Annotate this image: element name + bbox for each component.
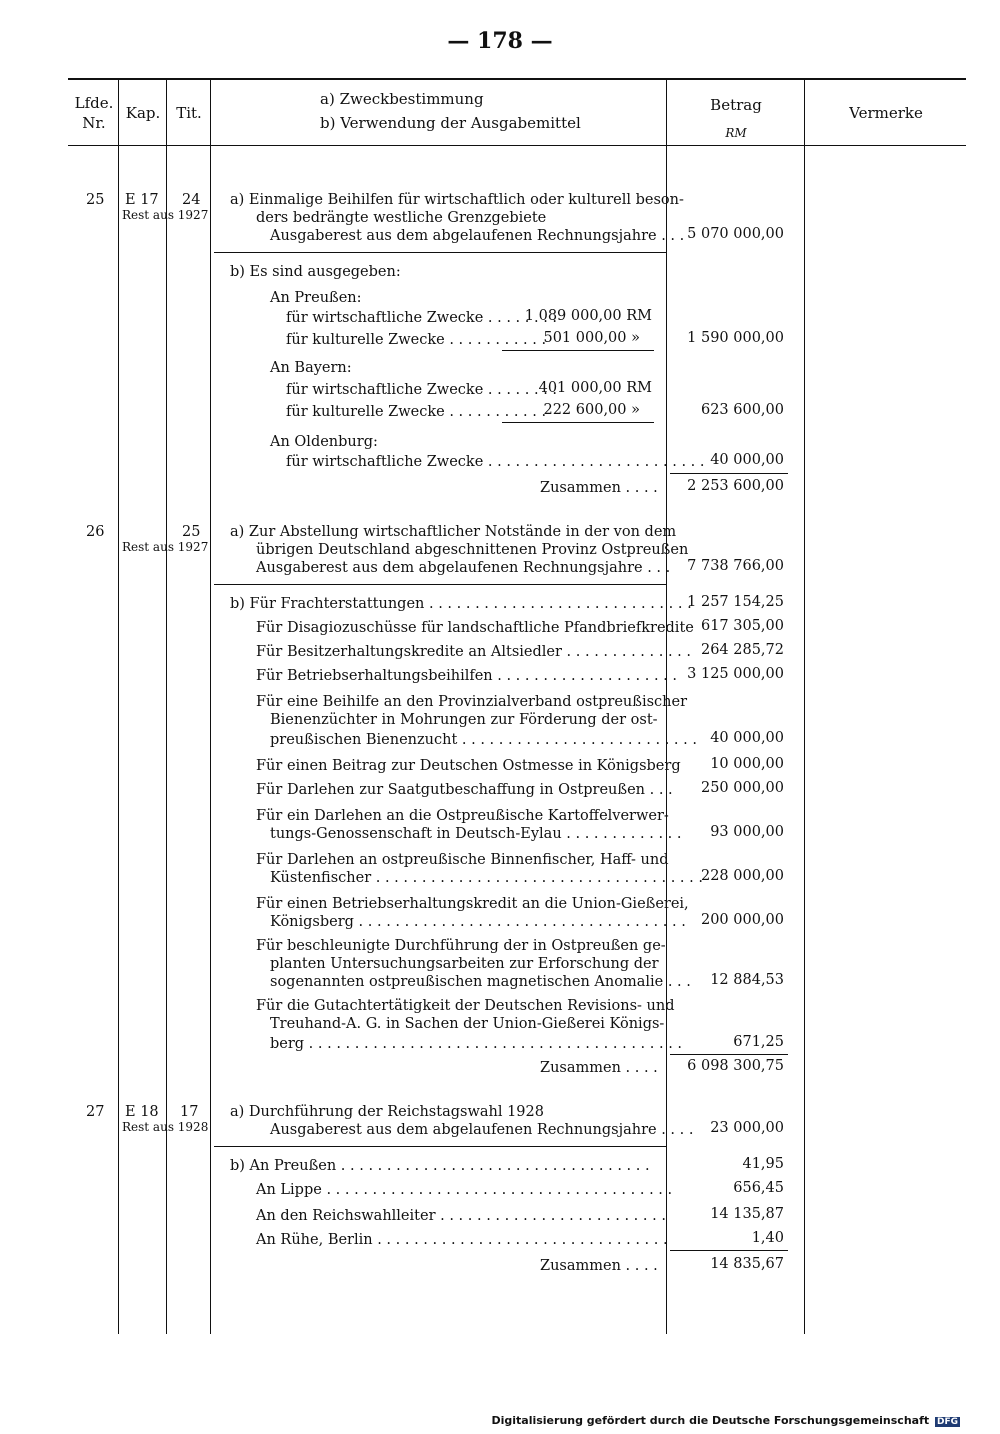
sum-label: Zusammen . . . . bbox=[540, 1258, 658, 1274]
entry-tit: 25 bbox=[182, 524, 201, 540]
page-number: — 178 — bbox=[447, 28, 553, 54]
purpose-a-line: übrigen Deutschland abgeschnittenen Provinz Ostpreußen bbox=[256, 542, 689, 558]
column-divider bbox=[804, 79, 805, 1334]
entry-kap: E 17 bbox=[125, 192, 159, 208]
b-heading: b) Es sind ausgegeben: bbox=[230, 264, 401, 280]
footer-text: Digitalisierung gefördert durch die Deutsche Forschungsgemeinschaft bbox=[491, 1414, 930, 1427]
amount: 1 257 154,25 bbox=[687, 594, 784, 610]
item-line: b) An Preußen . . . . . . . . . . . . . . . . . . . . . . . . . . . . . . . . . . bbox=[230, 1158, 650, 1174]
entry-rest: Rest aus 1927 bbox=[122, 208, 209, 222]
item-line: Für die Gutachtertätigkeit der Deutschen Revisions- und bbox=[256, 998, 675, 1014]
group-line: für kulturelle Zwecke . . . . . . . . . . . bbox=[286, 332, 547, 348]
sum-label: Zusammen . . . . bbox=[540, 480, 658, 496]
amount: 264 285,72 bbox=[700, 642, 784, 658]
sub-rule bbox=[502, 350, 654, 351]
group-name: An Oldenburg: bbox=[270, 434, 378, 450]
amount: 1 590 000,00 bbox=[687, 330, 784, 346]
sum-label: Zusammen . . . . bbox=[540, 1060, 658, 1076]
header-kap: Kap. bbox=[125, 104, 161, 122]
amount: 93 000,00 bbox=[710, 824, 784, 840]
item-line: Für Darlehen zur Saatgutbeschaffung in Ostpreußen . . . bbox=[256, 782, 673, 798]
table-header-rule bbox=[68, 145, 966, 146]
purpose-a-line: ders bedrängte westliche Grenzgebiete bbox=[256, 210, 547, 226]
entry-nr: 25 bbox=[86, 192, 105, 208]
purpose-a-line: Ausgaberest aus dem abgelaufenen Rechnungsjahre . . . bbox=[256, 560, 671, 576]
column-divider bbox=[166, 79, 167, 1334]
sub-rule bbox=[502, 422, 654, 423]
item-line: preußischen Bienenzucht . . . . . . . . . . . . . . . . . . . . . . . . . . bbox=[270, 732, 697, 748]
amount: 41,95 bbox=[742, 1156, 784, 1172]
amount: 1,40 bbox=[751, 1230, 784, 1246]
sub-amount: 222 600,00 » bbox=[543, 402, 640, 418]
amount: 23 000,00 bbox=[710, 1120, 784, 1136]
entry-kap: E 18 bbox=[125, 1104, 159, 1120]
header-vermerke: Vermerke bbox=[849, 104, 923, 122]
header-betrag: Betrag bbox=[710, 96, 762, 114]
entry-tit: 24 bbox=[182, 192, 201, 208]
dfg-logo: DFG bbox=[936, 1417, 958, 1427]
item-line: Für beschleunigte Durchführung der in Ostpreußen ge- bbox=[256, 938, 666, 954]
column-divider bbox=[210, 79, 211, 1334]
item-line: tungs-Genossenschaft in Deutsch-Eylau . . . . . . . . . . . . . bbox=[270, 826, 682, 842]
separator-rule bbox=[214, 584, 666, 585]
header-nr: Nr. bbox=[82, 114, 106, 132]
amount: 250 000,00 bbox=[700, 780, 784, 796]
item-line: Treuhand-A. G. in Sachen der Union-Gießerei Königs- bbox=[270, 1016, 665, 1032]
amount: 200 000,00 bbox=[700, 912, 784, 928]
entry-nr: 26 bbox=[86, 524, 105, 540]
purpose-a-line: Ausgaberest aus dem abgelaufenen Rechnungsjahre . . . . bbox=[270, 1122, 694, 1138]
table-top-rule bbox=[68, 78, 966, 80]
item-line: Für einen Betriebserhaltungskredit an die Union-Gießerei, bbox=[256, 896, 689, 912]
item-line: Für ein Darlehen an die Ostpreußische Kartoffelverwer- bbox=[256, 808, 669, 824]
amount: 40 000,00 bbox=[710, 730, 784, 746]
sub-amount: 1 089 000,00 RM bbox=[524, 308, 652, 324]
sum-amount: 6 098 300,75 bbox=[687, 1058, 784, 1074]
item-line: Für Darlehen an ostpreußische Binnenfischer, Haff- und bbox=[256, 852, 669, 868]
group-line: für wirtschaftliche Zwecke . . . . . . . . bbox=[286, 382, 558, 398]
item-line: Für Besitzerhaltungskredite an Altsiedler . . . . . . . . . . . . . . bbox=[256, 644, 691, 660]
separator-rule bbox=[214, 252, 666, 253]
amount: 617 305,00 bbox=[700, 618, 784, 634]
group-line: für wirtschaftliche Zwecke . . . . . . . . bbox=[286, 310, 558, 326]
group-name: An Bayern: bbox=[270, 360, 352, 376]
item-line: Für eine Beihilfe an den Provinzialverband ostpreußischer bbox=[256, 694, 688, 710]
amount: 228 000,00 bbox=[700, 868, 784, 884]
amount: 3 125 000,00 bbox=[687, 666, 784, 682]
footer-credit bbox=[491, 1414, 960, 1427]
header-purpose-b: b) Verwendung der Ausgabemittel bbox=[320, 114, 581, 132]
amount: 10 000,00 bbox=[710, 756, 784, 772]
item-line: planten Untersuchungsarbeiten zur Erforschung der bbox=[270, 956, 659, 972]
amount: 671,25 bbox=[733, 1034, 784, 1050]
group-line: für kulturelle Zwecke . . . . . . . . . . . bbox=[286, 404, 547, 420]
sub-amount: 501 000,00 » bbox=[543, 330, 640, 346]
item-line: Küstenfischer . . . . . . . . . . . . . . . . . . . . . . . . . . . . . . . . . . . . bbox=[270, 870, 703, 886]
item-line: An Lippe . . . . . . . . . . . . . . . . . . . . . . . . . . . . . . . . . . . . . . bbox=[256, 1182, 673, 1198]
purpose-a-line: Ausgaberest aus dem abgelaufenen Rechnungsjahre . . . bbox=[270, 228, 685, 244]
sub-amount: 401 000,00 RM bbox=[538, 380, 652, 396]
purpose-a-line: a) Durchführung der Reichstagswahl 1928 bbox=[230, 1104, 544, 1120]
entry-rest: Rest aus 1927 bbox=[122, 540, 209, 554]
entry-rest: Rest aus 1928 bbox=[122, 1120, 209, 1134]
item-line: An den Reichswahlleiter . . . . . . . . . . . . . . . . . . . . . . . . . bbox=[256, 1208, 666, 1224]
item-line: Königsberg . . . . . . . . . . . . . . . . . . . . . . . . . . . . . . . . . . . . bbox=[270, 914, 686, 930]
amount: 5 070 000,00 bbox=[687, 226, 784, 242]
amount: 656,45 bbox=[733, 1180, 784, 1196]
sum-rule bbox=[670, 1250, 788, 1251]
item-line: Für Betriebserhaltungsbeihilfen . . . . . . . . . . . . . . . . . . . . bbox=[256, 668, 678, 684]
column-divider bbox=[118, 79, 119, 1334]
amount: 12 884,53 bbox=[710, 972, 784, 988]
purpose-a-line: a) Zur Abstellung wirtschaftlicher Notstände in der von dem bbox=[230, 524, 677, 540]
sum-rule bbox=[670, 1054, 788, 1055]
group-name: An Preußen: bbox=[270, 290, 362, 306]
amount: 7 738 766,00 bbox=[687, 558, 784, 574]
amount: 14 135,87 bbox=[710, 1206, 784, 1222]
sum-rule bbox=[670, 473, 788, 474]
header-tit: Tit. bbox=[176, 104, 202, 122]
item-line: Für einen Beitrag zur Deutschen Ostmesse in Königsberg bbox=[256, 758, 681, 774]
header-unit: RM bbox=[725, 126, 747, 140]
header-lfde: Lfde. bbox=[74, 94, 114, 112]
separator-rule bbox=[214, 1146, 666, 1147]
entry-tit: 17 bbox=[180, 1104, 199, 1120]
amount: 623 600,00 bbox=[700, 402, 784, 418]
item-line: Bienenzüchter in Mohrungen zur Förderung der ost- bbox=[270, 712, 658, 728]
amount: 40 000,00 bbox=[710, 452, 784, 468]
sum-amount: 14 835,67 bbox=[710, 1256, 784, 1272]
header-purpose-a: a) Zweckbestimmung bbox=[320, 90, 484, 108]
item-line: sogenannten ostpreußischen magnetischen Anomalie . . . bbox=[270, 974, 691, 990]
item-line: Für Disagiozuschüsse für landschaftliche Pfandbriefkredite bbox=[256, 620, 694, 636]
item-line: An Rühe, Berlin . . . . . . . . . . . . . . . . . . . . . . . . . . . . . . . . bbox=[256, 1232, 668, 1248]
item-line: berg . . . . . . . . . . . . . . . . . . . . . . . . . . . . . . . . . . . . . . . . . bbox=[270, 1036, 683, 1052]
entry-nr: 27 bbox=[86, 1104, 105, 1120]
group-line: für wirtschaftliche Zwecke . . . . . . . . . . . . . . . . . . . . . . . . bbox=[286, 454, 705, 470]
sum-amount: 2 253 600,00 bbox=[687, 478, 784, 494]
item-line: b) Für Frachterstattungen . . . . . . . . . . . . . . . . . . . . . . . . . . . . . bbox=[230, 596, 692, 612]
purpose-a-line: a) Einmalige Beihilfen für wirtschaftlich oder kulturell beson- bbox=[230, 192, 684, 208]
